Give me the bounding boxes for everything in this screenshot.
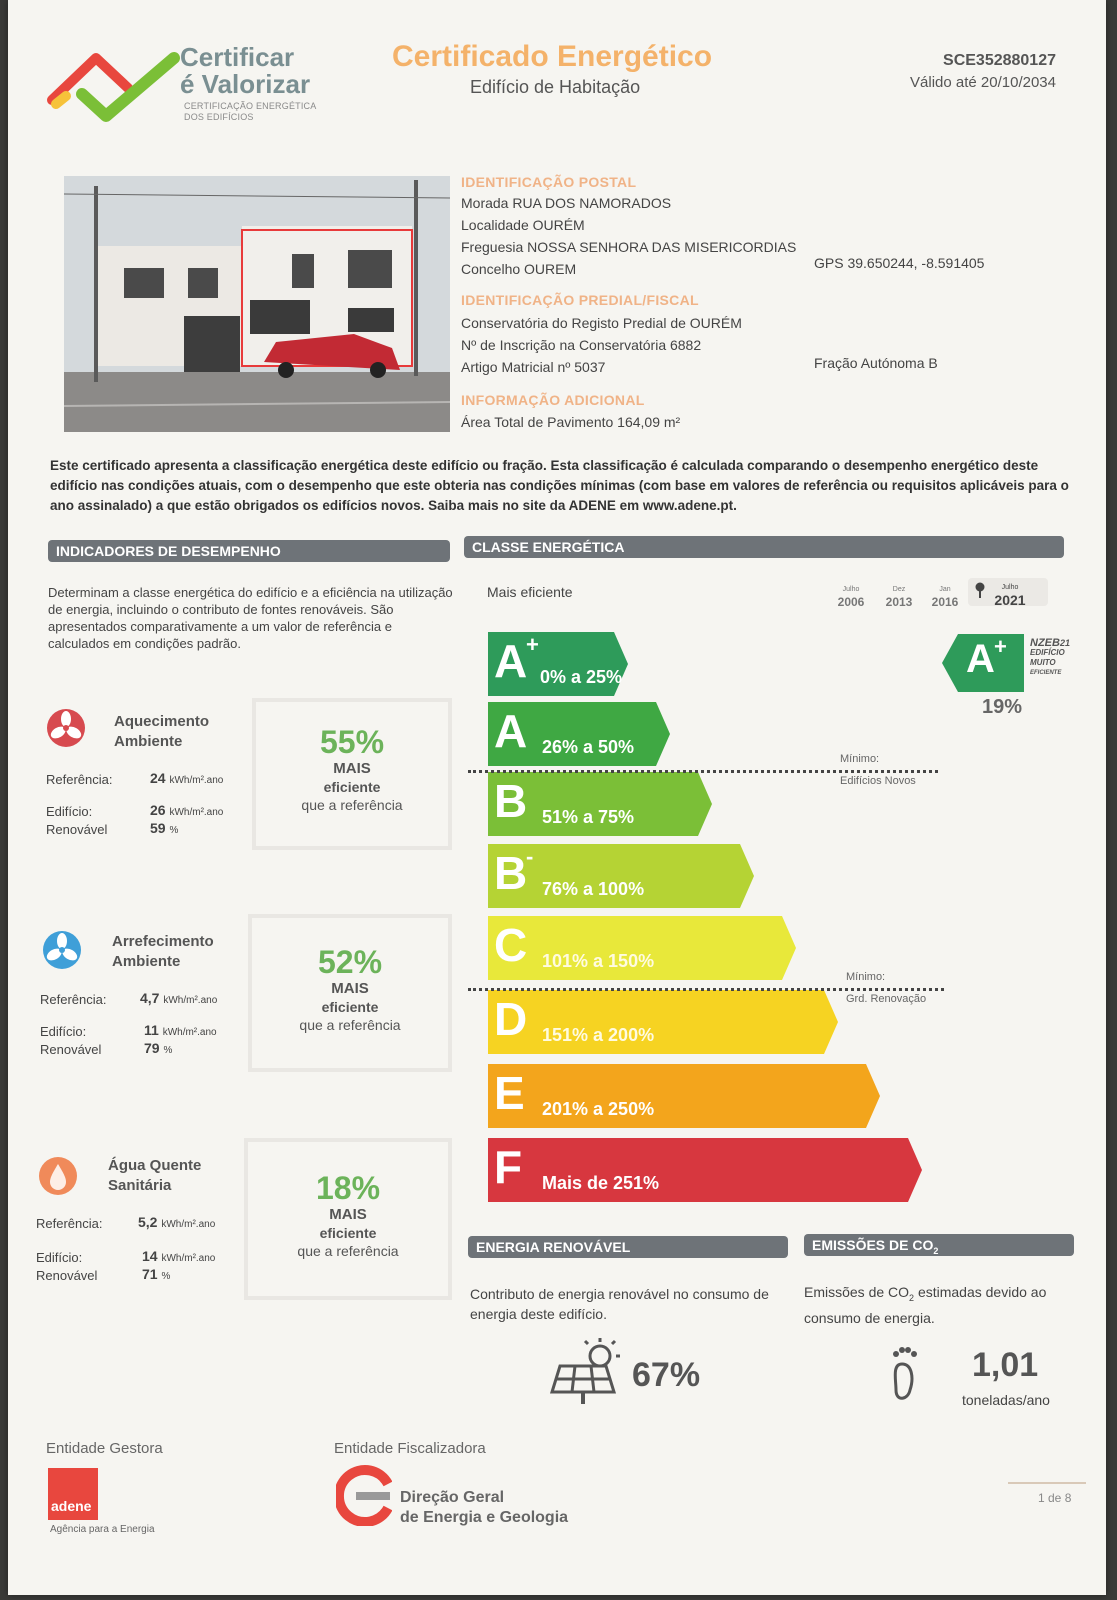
co2-unit: toneladas/ano <box>962 1392 1050 1408</box>
nzeb-line2: EDIFÍCIO <box>1030 648 1065 657</box>
renovavel-heading: ENERGIA RENOVÁVEL <box>468 1236 788 1258</box>
result-class-letter: A <box>966 637 995 681</box>
heating-ref-value: 24 kWh/m².ano <box>150 770 224 786</box>
conservatoria: Conservatória do Registo Predial de OURÉM <box>461 315 742 331</box>
page-divider <box>1008 1482 1086 1484</box>
fracao-autonoma: Fração Autónoma B <box>814 355 938 371</box>
building-photo <box>64 176 450 432</box>
nzeb-line3: MUITO <box>1030 658 1056 667</box>
class-label-6 <box>488 990 838 1054</box>
predial-heading: IDENTIFICAÇÃO PREDIAL/FISCAL <box>461 292 699 308</box>
renovavel-value: 67% <box>632 1356 701 1394</box>
minimo-renov-text: Grd. Renovação <box>846 993 927 1005</box>
dgeg-name <box>400 1488 568 1528</box>
indicadores-heading: INDICADORES DE DESEMPENHO <box>48 540 450 562</box>
minimum-novos-line <box>468 770 938 773</box>
water-mais: MAIS <box>329 1206 367 1223</box>
cooling-ref-value: 4,7 kWh/m².ano <box>140 990 218 1006</box>
nzeb-year: 21 <box>1059 638 1070 648</box>
cooling-mais: MAIS <box>331 980 369 997</box>
class-label-8 <box>488 1138 922 1202</box>
cooling-renew-label: Renovável <box>40 1042 102 1057</box>
class-range: 26% a 50% <box>542 737 635 757</box>
adene-logo-text: adene <box>51 1498 92 1514</box>
cooling-ref-label: Referência: <box>40 992 107 1007</box>
class-label-1 <box>488 632 628 696</box>
fiscal-label: Entidade Fiscalizadora <box>334 1440 486 1457</box>
certificar-logo <box>46 44 186 124</box>
brand-name-line1: Certificar <box>180 42 295 72</box>
class-letter: D <box>494 993 528 1045</box>
water-percent: 18% <box>315 1170 381 1206</box>
year-2016: Jan 2016 <box>931 586 959 609</box>
area-total: Área Total de Pavimento 164,09 m² <box>461 414 681 430</box>
concelho: Concelho OUREM <box>461 261 577 277</box>
heating-percent-box <box>252 698 452 850</box>
gestora-label: Entidade Gestora <box>46 1440 163 1457</box>
water-ref-label: Referência: <box>36 1216 103 1231</box>
class-letter: A <box>494 705 528 757</box>
valid-until: Válido até 20/10/2034 <box>910 74 1056 91</box>
class-letter: C <box>494 919 528 971</box>
class-label-4 <box>488 844 754 908</box>
adene-logo <box>48 1468 98 1520</box>
co2-value: 1,01 <box>972 1346 1039 1384</box>
class-letter: B <box>494 775 528 827</box>
heating-mais: MAIS <box>333 760 371 777</box>
water-renew-label: Renovável <box>36 1268 98 1283</box>
water-percent-box <box>244 1138 452 1300</box>
localidade: Localidade OURÉM <box>461 217 585 233</box>
heating-renew-label: Renovável <box>46 822 108 837</box>
class-range: 101% a 150% <box>542 951 655 971</box>
class-label-7 <box>488 1064 880 1128</box>
class-label-3 <box>488 772 712 836</box>
emissoes-heading: EMISSÕES DE $CO_2$ <box>804 1234 1074 1256</box>
minimum-renovacao-line <box>468 988 944 991</box>
dgeg-name-line2: de Energia e Geologia <box>400 1509 569 1526</box>
adene-tagline: Agência para a Energia <box>50 1524 155 1535</box>
class-sup: + <box>526 632 539 657</box>
class-sup: - <box>526 844 534 869</box>
solar-panel-icon <box>548 1336 622 1406</box>
renovavel-description: Contributo de energia renovável no consumo de energia deste edifício. <box>470 1286 769 1322</box>
certificate-title: Certificado Energético <box>392 40 713 73</box>
cooling-title-line2: Ambiente <box>112 953 181 970</box>
cooling-percent: 52% <box>317 944 383 980</box>
class-range: 201% a 250% <box>542 1099 655 1119</box>
brand-tagline-line2: DOS EDIFÍCIOS <box>184 112 254 122</box>
class-range: Mais de 251% <box>542 1173 660 1193</box>
nzeb-line4: EFICIENTE <box>1030 670 1062 676</box>
cooling-fan-icon <box>42 930 82 970</box>
class-letter: F <box>494 1141 523 1193</box>
footprint-icon <box>888 1344 924 1404</box>
checkmark-house-icon <box>46 44 186 124</box>
cooling-title-line1: Arrefecimento <box>112 933 214 950</box>
heating-renew-value: 59 % <box>150 820 179 836</box>
heating-eficiente: eficiente <box>323 779 381 795</box>
morada: Morada RUA DOS NAMORADOS <box>461 195 672 211</box>
water-title-line2: Sanitária <box>108 1177 172 1194</box>
classe-heading: CLASSE ENERGÉTICA <box>464 536 1064 558</box>
water-building-value: 14 kWh/m².ano <box>142 1248 216 1264</box>
page-number: 1 de 8 <box>1038 1491 1072 1505</box>
water-drop-icon <box>38 1156 78 1196</box>
class-range: 51% a 75% <box>542 807 635 827</box>
result-percent: 19% <box>982 696 1023 718</box>
heating-percent: 55% <box>319 724 385 760</box>
mais-eficiente-label: Mais eficiente <box>487 584 573 600</box>
postal-heading: IDENTIFICAÇÃO POSTAL <box>461 174 637 190</box>
heating-que-ref: que a referência <box>301 797 403 813</box>
house-image <box>64 176 450 432</box>
year-2006: Julho 2006 <box>837 586 865 609</box>
brand-name-line2: é Valorizar <box>180 69 311 99</box>
cooling-percent-box <box>248 914 452 1072</box>
year-2021-selected: Julho 2021 <box>968 578 1048 606</box>
water-title-line1: Água Quente <box>108 1157 202 1174</box>
year-2013: Dez 2013 <box>885 586 913 609</box>
water-eficiente: eficiente <box>319 1225 377 1241</box>
inscricao: Nº de Inscrição na Conservatória 6882 <box>461 337 702 353</box>
certificate-sheet <box>8 0 1106 1595</box>
class-label-5 <box>488 916 796 980</box>
class-label-2 <box>488 702 670 766</box>
minimo-novos-text: Edifícios Novos <box>840 775 916 787</box>
heating-building-value: 26 kWh/m².ano <box>150 802 224 818</box>
class-range: 0% a 25% <box>540 667 623 687</box>
emissoes-description: Emissões de $CO_2$ estimadas devido ao consumo de energia. <box>804 1284 1047 1326</box>
class-range: 76% a 100% <box>542 879 645 899</box>
class-letter: A <box>494 635 528 687</box>
cooling-que-ref: que a referência <box>299 1017 401 1033</box>
indicadores-description: Determinam a classe energética do edifício e a eficiência na utilização de energia, incluindo o contributo de fontes renováveis. São apresentados comparativamente a um valor de referência e calculados em condições padrão. <box>48 585 453 651</box>
water-ref-value: 5,2 kWh/m².ano <box>138 1214 216 1230</box>
nzeb-title: NZEB <box>1030 637 1060 649</box>
result-class-arrow <box>942 634 1024 692</box>
artigo-matricial: Artigo Matricial nº 5037 <box>461 359 606 375</box>
class-letter: B <box>494 847 528 899</box>
certificate-number: SCE352880127 <box>943 52 1056 69</box>
certificate-subtitle: Edifício de Habitação <box>470 77 641 97</box>
heating-title-line1: Aquecimento <box>114 713 210 730</box>
brand-tagline-line1: CERTIFICAÇÃO ENERGÉTICA <box>184 101 317 111</box>
pin-icon <box>974 582 986 598</box>
heating-title-line2: Ambiente <box>114 733 183 750</box>
heating-fan-icon <box>46 708 86 748</box>
intro-text: Este certificado apresenta a classificação energética deste edifício ou fração. Esta classificação é calculada comparando o desempenho energético deste edifício nas condições atuais, com o desempenho que este obteria nas condições mínimas (com base em valores de referência ou requisitos aplicáveis para o ano assinalado) a que estão obrigados os edifícios novos. Saiba mais no site da ADENE em www.adene.pt. <box>50 458 1069 513</box>
dgeg-name-line1: Direção Geral <box>400 1489 505 1506</box>
class-range: 151% a 200% <box>542 1025 655 1045</box>
heating-ref-label: Referência: <box>46 772 113 787</box>
minimo-novos-label: Mínimo: <box>840 753 880 765</box>
water-building-label: Edifício: <box>36 1250 83 1265</box>
energy-class-chart <box>488 632 948 1212</box>
gps-coordinates: GPS 39.650244, -8.591405 <box>814 255 985 271</box>
cooling-building-label: Edifício: <box>40 1024 87 1039</box>
heating-building-label: Edifício: <box>46 804 93 819</box>
water-renew-value: 71 % <box>142 1266 171 1282</box>
dgeg-logo <box>336 1464 392 1526</box>
cooling-building-value: 11 kWh/m².ano <box>144 1022 217 1038</box>
cooling-eficiente: eficiente <box>321 999 379 1015</box>
result-class-sup: + <box>994 634 1007 659</box>
nzeb-badge <box>1030 638 1070 678</box>
class-letter: E <box>494 1067 525 1119</box>
cooling-renew-value: 79 % <box>144 1040 173 1056</box>
adicional-heading: INFORMAÇÃO ADICIONAL <box>461 392 645 408</box>
water-que-ref: que a referência <box>297 1243 399 1259</box>
freguesia: Freguesia NOSSA SENHORA DAS MISERICORDIAS <box>461 239 797 255</box>
minimo-renov-label: Mínimo: <box>846 971 886 983</box>
